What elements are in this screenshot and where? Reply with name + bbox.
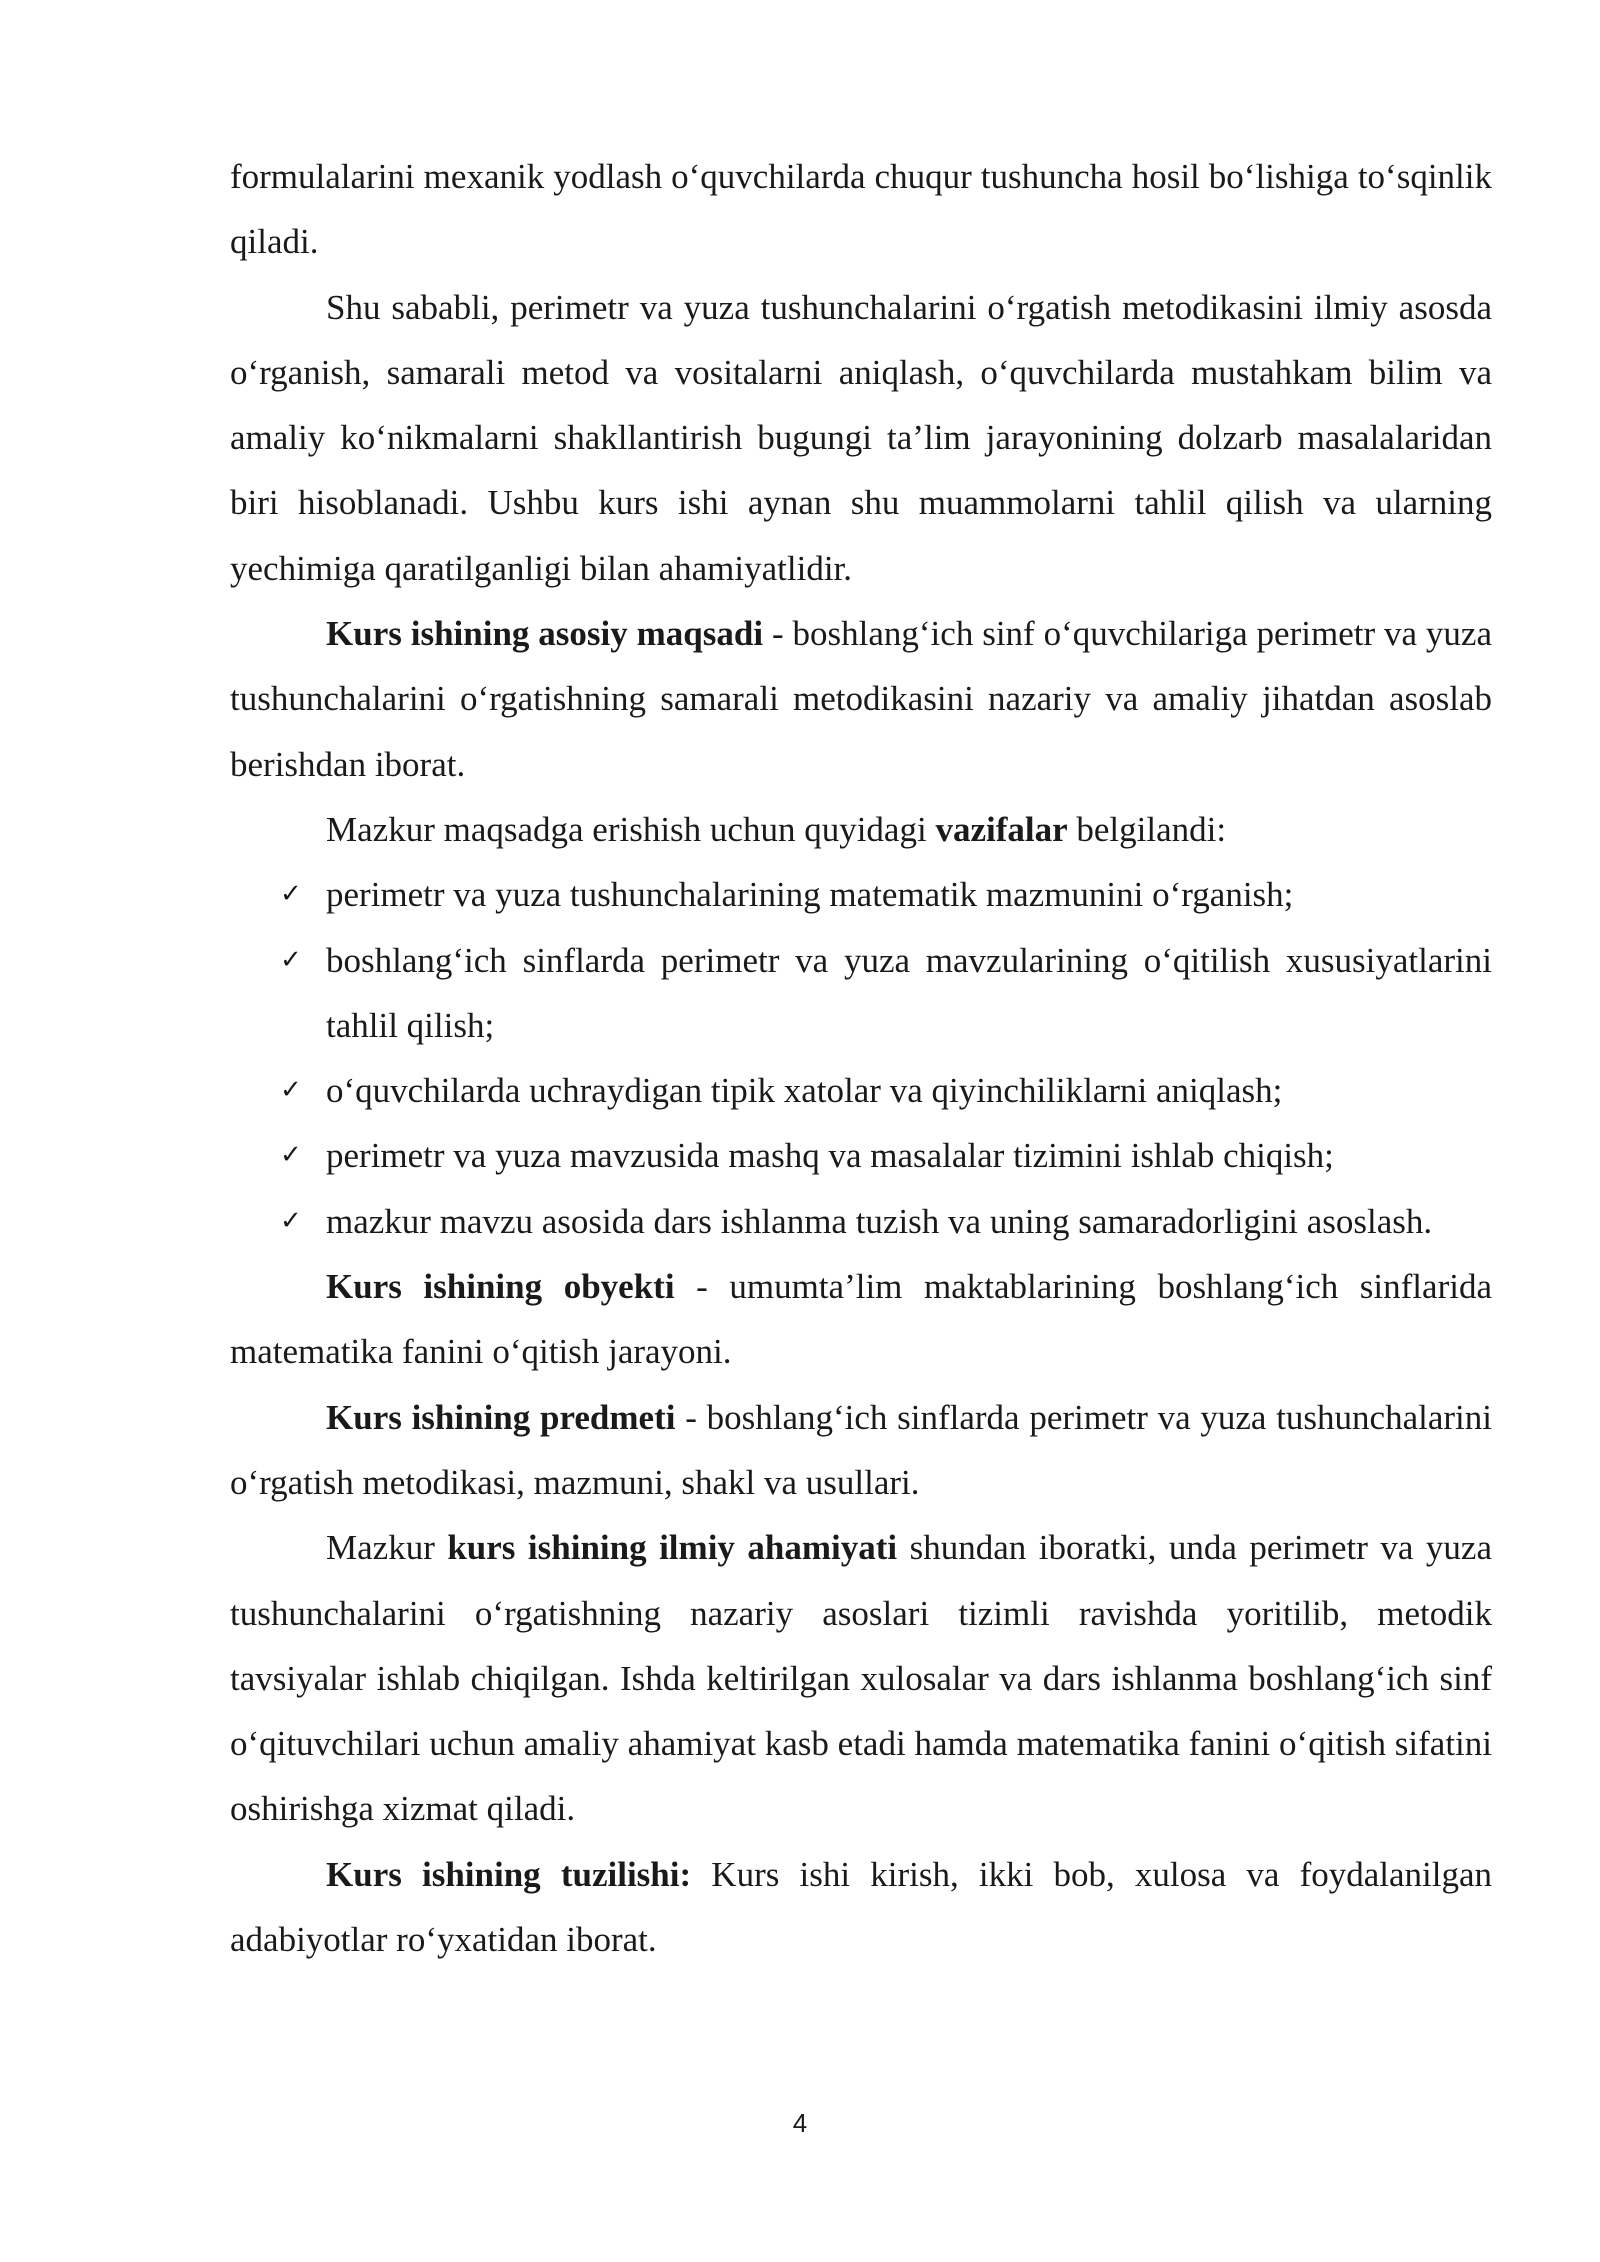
tasks-intro-pre: Mazkur maqsadga erishish uchun quyidagi [326,809,936,849]
check-icon: ✓ [280,1075,302,1106]
paragraph-subject [230,1385,1492,1516]
structure-heading: Kurs ishining tuzilishi: [326,1854,692,1894]
paragraph-tasks-intro [230,797,1492,862]
list-item-text: mazkur mavzu asosida dars ishlanma tuzish va uning samaradorligini asoslash. [326,1201,1433,1241]
list-item-text: boshlang‘ich sinflarda perimetr va yuza mavzularining o‘qitilish xususiyatlarini tahlil qilish; [326,940,1492,1045]
subject-heading: Kurs ishining predmeti [326,1397,676,1437]
significance-heading: kurs ishining ilmiy ahamiyati [447,1528,898,1568]
document-page [230,144,1492,1972]
object-text: - umumta’lim maktablarining boshlang‘ich sinflarida matematika fanini o‘qitish jarayoni. [230,1267,1492,1372]
significance-text: shundan iboratki, unda perimetr va yuza tushunchalarini o‘rgatishning nazariy asoslari tizimli ravishda yoritilib, metodik tavsiyalar ishlab chiqilgan. Ishda keltirilgan xulosalar va dars ishlanma boshlang‘ich sinf o‘qituvchilari uchun amaliy ahamiyat kasb etadi hamda matematika fanini o‘qitish sifatini oshirishga xizmat qiladi. [230,1528,1492,1829]
list-item [230,1189,1492,1254]
list-item-text: o‘quvchilarda uchraydigan tipik xatolar va qiyinchiliklarni aniqlash; [326,1071,1283,1111]
paragraph-structure [230,1842,1492,1973]
check-icon: ✓ [280,879,302,910]
list-item [230,862,1492,927]
paragraph-goal [230,601,1492,797]
list-item [230,1058,1492,1123]
paragraph-relevance: Shu sababli, perimetr va yuza tushunchalarini o‘rgatish metodikasini ilmiy asosda o‘rganish, samarali metod va vositalarni aniqlash, o‘quvchilarda mustahkam bilim va amaliy ko‘nikmalarni shakllantirish bugungi ta’lim jarayonining dolzarb masalalaridan biri hisoblanadi. Ushbu kurs ishi aynan shu muammolarni tahlil qilish va ularning yechimiga qaratilganligi bilan ahamiyatlidir. [230,287,1492,588]
list-item-text: perimetr va yuza mavzusida mashq va masalalar tizimini ishlab chiqish; [326,1136,1334,1176]
tasks-intro-post: belgilandi: [1067,809,1227,849]
paragraph-intro-continuation: formulalarini mexanik yodlash o‘quvchilarda chuqur tushuncha hosil bo‘lishiga to‘sqinlik qiladi. [230,157,1492,262]
significance-pre: Mazkur [326,1528,448,1568]
goal-text: - boshlang‘ich sinf o‘quvchilariga perimetr va yuza tushunchalarini o‘rgatishning samarali metodikasini nazariy va amaliy jihatdan asoslab berishdan iborat. [230,614,1492,784]
check-icon: ✓ [280,944,302,975]
list-item [230,928,1492,1059]
paragraph-object [230,1254,1492,1385]
goal-heading: Kurs ishining asosiy maqsadi [326,614,764,654]
structure-text: Kurs ishi kirish, ikki bob, xulosa va foydalanilgan adabiyotlar ro‘yxatidan iborat. [230,1854,1493,1960]
object-heading: Kurs ishining obyekti [326,1267,675,1307]
list-item-text: perimetr va yuza tushunchalarining matematik mazmunini o‘rganish; [326,875,1294,915]
paragraph-significance [230,1515,1492,1841]
page-number: 4 [792,2108,808,2138]
list-item [230,1123,1492,1188]
check-icon: ✓ [280,1205,302,1236]
tasks-list [230,862,1492,1254]
check-icon: ✓ [280,1140,302,1171]
subject-text: - boshlang‘ich sinflarda perimetr va yuza tushunchalarini o‘rgatish metodikasi, mazmuni, shakl va usullari. [230,1397,1492,1502]
tasks-heading: vazifalar [935,809,1068,849]
